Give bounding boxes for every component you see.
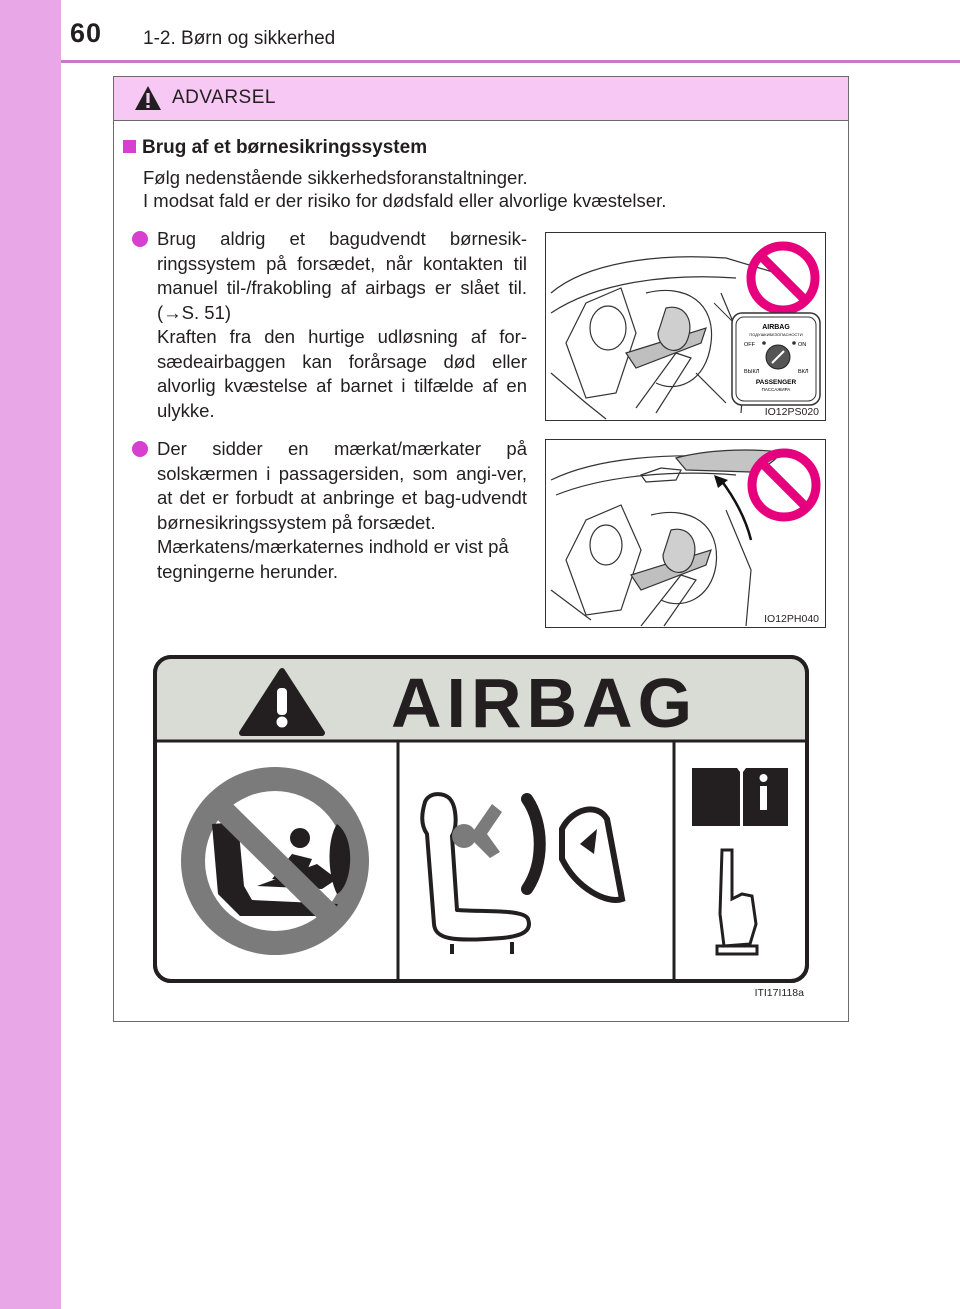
- switch-passenger-ru: ПАССАЖИРА: [761, 387, 791, 392]
- switch-off-ru: ВЫКЛ: [744, 369, 760, 375]
- figure-airbag-switch: [545, 232, 826, 421]
- warning-header: [114, 77, 848, 121]
- switch-passenger: PASSENGER: [755, 379, 797, 386]
- warning-title: ADVARSEL: [172, 87, 276, 108]
- figure-code-2: IO12PH040: [764, 613, 819, 625]
- car-interior-illustration: [546, 233, 825, 420]
- switch-on: ON: [798, 342, 807, 348]
- round-bullet-icon: [132, 441, 148, 457]
- figure-sun-visor: [545, 439, 826, 628]
- bullet-1-paragraph-2: Kraften fra den hurtige udløsning af for-sædeairbaggen kan forårsage død eller alvorlig kvæstelse af barnet i tilfælde af en ulykke.: [157, 326, 527, 421]
- round-bullet-icon: [132, 231, 148, 247]
- bullet-2-paragraph-1: Der sidder en mærkat/mærkater på solskærmen i passagersiden, som angi-ver, at det er forbudt at anbringe et bag-udvendt børnesikringssystem på forsædet.: [157, 438, 527, 533]
- subheading: [123, 137, 427, 159]
- switch-on-ru: ВКЛ: [798, 369, 809, 375]
- warning-box: [113, 76, 849, 1022]
- side-strip: [0, 0, 61, 1309]
- label-title: AIRBAG: [390, 664, 698, 742]
- header-rule: [61, 60, 960, 63]
- bullet-1-paragraph-1: Brug aldrig et bagudvendt børnesik-ringssystem på forsædet, når kontakten til manuel til-/frakobling af airbags er slået til. (→S. 51): [157, 228, 527, 323]
- label-figure-code: ITI17I118a: [754, 987, 804, 999]
- sun-visor-illustration: [546, 440, 825, 627]
- warning-triangle-icon: [134, 85, 162, 111]
- switch-off: OFF: [744, 342, 755, 348]
- airbag-warning-label: [152, 654, 810, 984]
- figure-code-1: IO12PS020: [764, 406, 819, 418]
- bullet-2: [132, 437, 527, 584]
- bullet-2-paragraph-2: Mærkatens/mærkaternes indhold er vist på tegningerne herunder.: [157, 536, 509, 582]
- intro-line-2: I modsat fald er der risiko for dødsfald eller alvorlige kvæstelser.: [143, 190, 667, 211]
- bullet-1: [132, 227, 527, 423]
- switch-subtitle: ПОДУШКИБЕЗОПАСНОСТИ: [749, 332, 803, 337]
- subheading-text: Brug af et børnesikringssystem: [142, 137, 428, 158]
- section-title: 1-2. Børn og sikkerhed: [143, 28, 336, 49]
- prohibition-icon: [752, 453, 816, 517]
- square-bullet-icon: [123, 140, 136, 153]
- prohibition-icon: [751, 246, 815, 310]
- no-rear-facing-seat-icon: [181, 767, 369, 955]
- page-number: 60: [70, 18, 103, 48]
- intro-line-1: Følg nedenstående sikkerhedsforanstaltninger.: [143, 167, 528, 188]
- switch-title: AIRBAG: [762, 324, 790, 331]
